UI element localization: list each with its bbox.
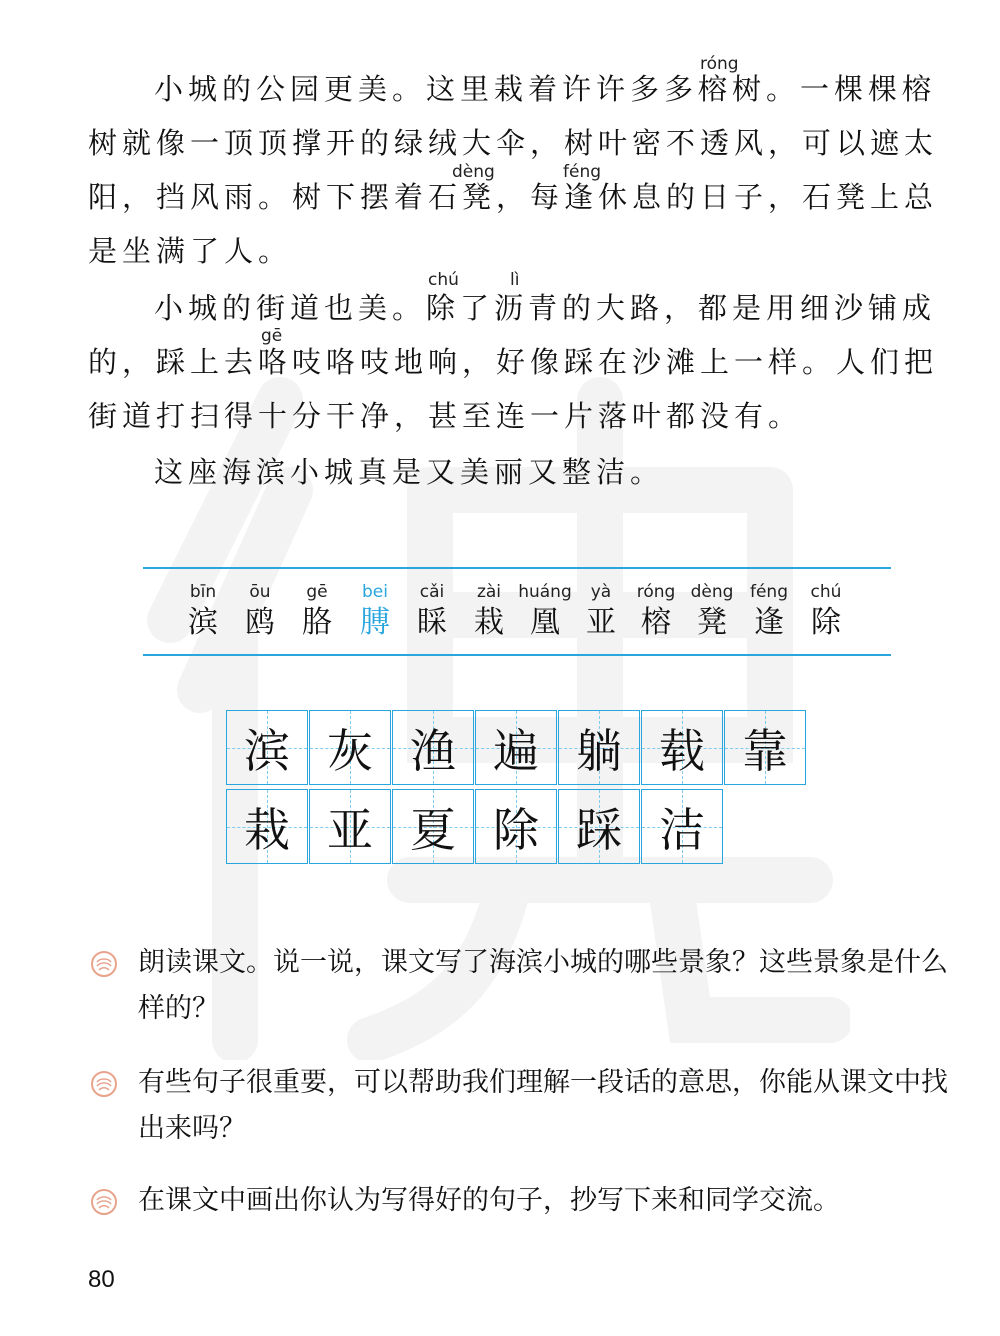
vocab-item — [572, 582, 630, 642]
vocab-item — [460, 582, 518, 642]
grid-cell: 渔 — [392, 710, 474, 785]
vocab-item — [516, 582, 574, 642]
pinyin-annotation: dèng — [452, 162, 495, 182]
pinyin-annotation: gē — [261, 326, 283, 346]
vocab-pinyin: ōu — [249, 582, 271, 602]
grid-cell: 踩 — [558, 789, 640, 864]
question-text: 朗读课文。说一说，课文写了海滨小城的哪些景象？这些景象是什么样的？ — [138, 947, 948, 1024]
vocab-char: 凰 — [530, 605, 560, 640]
swirl-bullet-icon — [90, 950, 118, 978]
grid-cell: 除 — [475, 789, 557, 864]
vocab-pinyin: zài — [476, 582, 502, 602]
vocab-pinyin: dèng — [690, 582, 734, 602]
question-text: 有些句子很重要，可以帮助我们理解一段话的意思，你能从课文中找出来吗？ — [138, 1067, 948, 1144]
vocab-item-highlighted — [346, 582, 404, 642]
vocab-item — [797, 582, 855, 642]
grid-cell: 躺 — [558, 710, 640, 785]
swirl-bullet-icon — [90, 1070, 118, 1098]
vocab-char: 栽 — [474, 605, 504, 640]
vocab-pinyin: gē — [306, 582, 328, 602]
question-text: 在课文中画出你认为写得好的句子，抄写下来和同学交流。 — [138, 1185, 840, 1216]
text-line: 是坐满了人。 — [88, 234, 293, 268]
vocab-char: 逢 — [754, 605, 784, 640]
text-line: 阳，挡风雨。树下摆着石凳，每逢休息的日子，石凳上总 — [88, 180, 939, 214]
vocab-item — [231, 582, 289, 642]
pinyin-annotation: lì — [510, 270, 520, 290]
grid-cell: 滨 — [226, 710, 308, 785]
vocab-char: 亚 — [586, 605, 616, 640]
vocab-item — [288, 582, 346, 642]
vocab-pinyin: bīn — [189, 582, 217, 602]
pinyin-annotation: féng — [563, 162, 602, 182]
vocab-pinyin: yà — [590, 582, 612, 602]
page-number: 80 — [88, 1266, 115, 1293]
grid-cell: 灰 — [309, 710, 391, 785]
vocab-char: 凳 — [697, 605, 727, 640]
grid-cell: 载 — [641, 710, 723, 785]
vocab-char: 滨 — [188, 605, 218, 640]
vocab-item — [740, 582, 798, 642]
vocab-char: 胳 — [302, 605, 332, 640]
vocab-item — [627, 582, 685, 642]
text-line: 小城的公园更美。这里栽着许许多多榕树。一棵棵榕 — [154, 72, 937, 106]
swirl-bullet-icon — [90, 1188, 118, 1216]
vocab-pinyin: cǎi — [419, 582, 445, 602]
vocab-pinyin: féng — [749, 582, 788, 602]
pinyin-annotation: chú — [428, 270, 459, 290]
vocab-item — [174, 582, 232, 642]
grid-cell: 洁 — [641, 789, 723, 864]
text-line: 的，踩上去咯吱咯吱地响，好像踩在沙滩上一样。人们把 — [88, 345, 939, 379]
vocab-item — [683, 582, 741, 642]
text-line: 街道打扫得十分干净，甚至连一片落叶都没有。 — [88, 399, 803, 433]
text-line: 树就像一顶顶撑开的绿绒大伞，树叶密不透风，可以遮太 — [88, 126, 939, 160]
pinyin-annotation: róng — [700, 54, 739, 74]
vocab-char: 鸥 — [245, 605, 275, 640]
vocab-pinyin: róng — [636, 582, 676, 602]
grid-cell: 亚 — [309, 789, 391, 864]
vocab-bottom-rule — [143, 654, 891, 656]
paragraph-conclusion: 这座海滨小城真是又美丽又整洁。 — [154, 455, 665, 489]
grid-cell: 夏 — [392, 789, 474, 864]
vocab-char: 膊 — [360, 605, 390, 640]
grid-cell: 靠 — [724, 710, 806, 785]
grid-cell: 遍 — [475, 710, 557, 785]
grid-cell: 栽 — [226, 789, 308, 864]
vocab-top-rule — [143, 567, 891, 569]
vocab-pinyin: huáng — [518, 582, 572, 602]
vocab-char: 睬 — [417, 605, 447, 640]
vocab-pinyin: chú — [810, 582, 842, 602]
vocab-item — [403, 582, 461, 642]
vocab-char: 榕 — [641, 605, 671, 640]
text-line: 小城的街道也美。除了沥青的大路，都是用细沙铺成 — [154, 291, 937, 325]
vocab-char: 除 — [811, 605, 841, 640]
vocab-pinyin: bei — [362, 582, 388, 602]
